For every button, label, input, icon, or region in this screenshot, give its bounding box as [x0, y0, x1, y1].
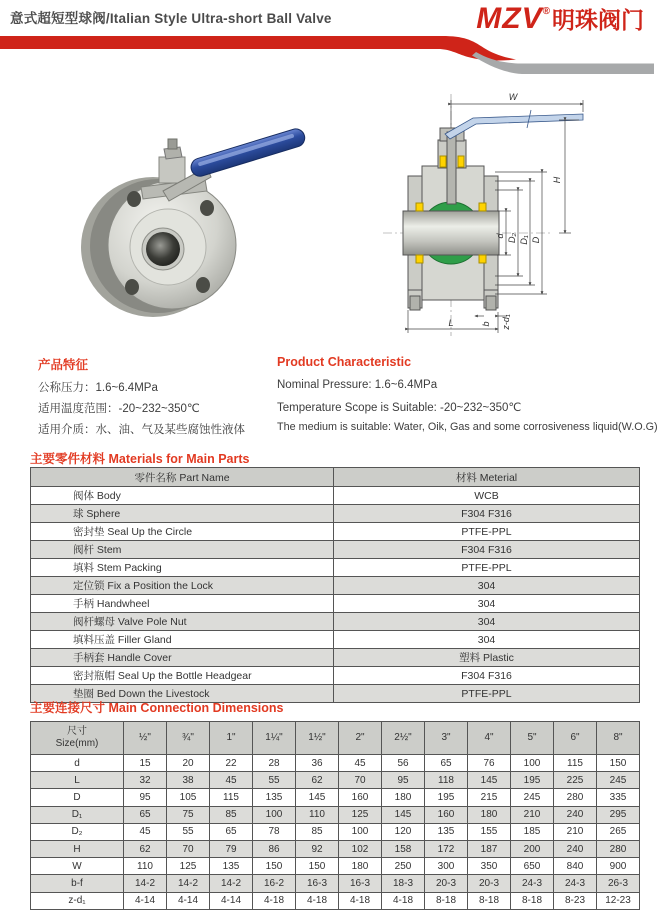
dimension-value-cell: 240 [554, 806, 597, 823]
dimension-value-cell: 300 [425, 858, 468, 875]
features-heading-en: Product Characteristic [277, 355, 412, 369]
dimension-value-cell: 85 [210, 806, 253, 823]
dimension-value-cell: 4-18 [253, 892, 296, 909]
label-H: H [552, 176, 562, 184]
dimension-value-cell: 14-2 [210, 875, 253, 892]
materials-heading: 主要零件材料 Materials for Main Parts [30, 452, 250, 466]
dimension-value-cell: 125 [167, 858, 210, 875]
dimension-value-cell: 92 [296, 840, 339, 857]
packing-left [440, 156, 446, 167]
dimension-value-cell: 158 [382, 840, 425, 857]
part-name-header: 零件名称 Part Name [31, 468, 334, 487]
materials-row [31, 667, 640, 685]
dimension-row-label: L [31, 772, 124, 789]
dimension-value-cell: 32 [124, 772, 167, 789]
valve-stem [447, 132, 456, 204]
dimension-value-cell: 14-2 [167, 875, 210, 892]
dimension-value-cell: 14-2 [124, 875, 167, 892]
dimensions-heading: 主要连接尺寸 Main Connection Dimensions [30, 701, 284, 715]
dimension-value-cell: 26-3 [597, 875, 640, 892]
materials-row [31, 523, 640, 541]
dimension-value-cell: 4-14 [167, 892, 210, 909]
dimension-value-cell: 160 [339, 789, 382, 806]
seat-top-right [479, 203, 486, 211]
dimension-value-cell: 36 [296, 755, 339, 772]
dimension-value-cell: 65 [425, 755, 468, 772]
seat-bottom-right [479, 255, 486, 263]
dimension-value-cell: 118 [425, 772, 468, 789]
dimension-value-cell: 45 [124, 823, 167, 840]
dimension-row-label: H [31, 840, 124, 857]
dimension-row [31, 806, 640, 823]
dimension-row-label: d [31, 755, 124, 772]
size-column-header: 4" [468, 722, 511, 755]
dimension-row-label: b-f [31, 875, 124, 892]
dimension-row [31, 789, 640, 806]
dimension-value-cell: 62 [296, 772, 339, 789]
size-column-header: 1" [210, 722, 253, 755]
dimension-value-cell: 76 [468, 755, 511, 772]
material-cell: PTFE-PPL [334, 523, 640, 541]
dimension-value-cell: 75 [167, 806, 210, 823]
handle-grip [189, 127, 307, 179]
dimension-value-cell: 105 [167, 789, 210, 806]
dimension-value-cell: 4-14 [210, 892, 253, 909]
dimension-row [31, 823, 640, 840]
page-title: 意式超短型球阀/Italian Style Ultra-short Ball Valve [10, 11, 332, 26]
dimension-value-cell: 210 [511, 806, 554, 823]
dimension-value-cell: 16-3 [339, 875, 382, 892]
dimension-row [31, 772, 640, 789]
dimension-value-cell: 85 [296, 823, 339, 840]
feature-cn-medium: 适用介质：水、油、气及某些腐蚀性液体 [38, 424, 245, 436]
dimension-value-cell: 120 [382, 823, 425, 840]
dimension-row-label: W [31, 858, 124, 875]
dimension-value-cell: 210 [554, 823, 597, 840]
size-column-header: 3" [425, 722, 468, 755]
dimension-value-cell: 45 [339, 755, 382, 772]
bottom-bolt-left [410, 296, 420, 310]
part-name-cell: 填料压盖 Filler Gland [31, 631, 334, 649]
dimension-value-cell: 135 [425, 823, 468, 840]
dimension-value-cell: 55 [253, 772, 296, 789]
dimension-value-cell: 900 [597, 858, 640, 875]
dimension-row [31, 858, 640, 875]
dimension-value-cell: 4-18 [296, 892, 339, 909]
dimension-value-cell: 100 [511, 755, 554, 772]
size-column-header: 5" [511, 722, 554, 755]
dimension-value-cell: 650 [511, 858, 554, 875]
dimension-value-cell: 110 [296, 806, 339, 823]
size-column-header: ½" [124, 722, 167, 755]
dimension-value-cell: 215 [468, 789, 511, 806]
feature-en-temperature: Temperature Scope is Suitable: -20~232~350℃ [277, 402, 522, 414]
dimension-value-cell: 62 [124, 840, 167, 857]
part-name-cell: 密封瓶帽 Seal Up the Bottle Headgear [31, 667, 334, 685]
label-d: d [495, 233, 505, 239]
material-cell: 304 [334, 595, 640, 613]
dimension-row [31, 892, 640, 909]
dimension-row-label: D₂ [31, 823, 124, 840]
dimension-value-cell: 79 [210, 840, 253, 857]
feature-cn-pressure: 公称压力：1.6~6.4MPa [38, 382, 158, 394]
size-column-header: 2" [339, 722, 382, 755]
part-name-cell: 手柄套 Handle Cover [31, 649, 334, 667]
dimension-value-cell: 135 [253, 789, 296, 806]
dimension-value-cell: 180 [382, 789, 425, 806]
materials-row [31, 631, 640, 649]
dimension-value-cell: 16-2 [253, 875, 296, 892]
stem-housing [159, 157, 185, 183]
label-D2: D₂ [507, 233, 517, 243]
dimension-value-cell: 155 [468, 823, 511, 840]
feature-en-medium: The medium is suitable: Water, Oik, Gas and some corrosiveness liquid(W.O.G) [277, 421, 658, 433]
dimension-value-cell: 56 [382, 755, 425, 772]
part-name-cell: 手柄 Handwheel [31, 595, 334, 613]
dimension-value-cell: 110 [124, 858, 167, 875]
dimension-value-cell: 265 [597, 823, 640, 840]
dimension-value-cell: 145 [382, 806, 425, 823]
materials-row [31, 505, 640, 523]
bolt-hole-bottom-right [196, 277, 210, 293]
dimension-value-cell: 150 [597, 755, 640, 772]
part-name-cell: 阀杆螺母 Valve Pole Nut [31, 613, 334, 631]
material-cell: F304 F316 [334, 541, 640, 559]
registered-mark: ® [542, 6, 550, 17]
dimension-value-cell: 8-18 [468, 892, 511, 909]
dimension-value-cell: 100 [253, 806, 296, 823]
dimension-row [31, 755, 640, 772]
dimension-value-cell: 4-18 [382, 892, 425, 909]
dimension-value-cell: 125 [339, 806, 382, 823]
dimension-value-cell: 335 [597, 789, 640, 806]
brand-mzv-text: MZV [476, 2, 543, 35]
material-cell: 塑料 Plastic [334, 649, 640, 667]
dimension-value-cell: 150 [296, 858, 339, 875]
dimension-value-cell: 250 [382, 858, 425, 875]
dimension-row-label: D [31, 789, 124, 806]
materials-header-row [31, 468, 640, 487]
product-photo [55, 95, 345, 330]
dimension-value-cell: 22 [210, 755, 253, 772]
dimension-value-cell: 8-23 [554, 892, 597, 909]
stem-bolt [168, 139, 177, 149]
dimension-value-cell: 172 [425, 840, 468, 857]
material-cell: PTFE-PPL [334, 685, 640, 703]
dimension-value-cell: 38 [167, 772, 210, 789]
part-name-cell: 球 Sphere [31, 505, 334, 523]
dimension-value-cell: 45 [210, 772, 253, 789]
part-name-cell: 阀杆 Stem [31, 541, 334, 559]
dimension-value-cell: 95 [382, 772, 425, 789]
label-L: L [448, 318, 454, 328]
dimension-value-cell: 16-3 [296, 875, 339, 892]
dimension-value-cell: 86 [253, 840, 296, 857]
part-name-cell: 阀体 Body [31, 487, 334, 505]
part-name-cell: 密封垫 Seal Up the Circle [31, 523, 334, 541]
size-column-header: 1½" [296, 722, 339, 755]
dimension-value-cell: 24-3 [511, 875, 554, 892]
dimension-value-cell: 225 [554, 772, 597, 789]
dimension-value-cell: 295 [597, 806, 640, 823]
dimension-value-cell: 150 [253, 858, 296, 875]
material-cell: WCB [334, 487, 640, 505]
dimension-row [31, 875, 640, 892]
dimension-value-cell: 180 [468, 806, 511, 823]
packing-right [458, 156, 464, 167]
feature-cn-temperature: 适用温度范围：-20~232~350℃ [38, 403, 200, 415]
dimension-value-cell: 95 [124, 789, 167, 806]
dimension-value-cell: 65 [210, 823, 253, 840]
label-D1: D₁ [519, 235, 529, 245]
dimension-value-cell: 185 [511, 823, 554, 840]
dimension-value-cell: 18-3 [382, 875, 425, 892]
dimension-value-cell: 4-18 [339, 892, 382, 909]
header-ribbon [0, 30, 654, 76]
materials-table [30, 467, 640, 703]
materials-row [31, 577, 640, 595]
dimension-value-cell: 840 [554, 858, 597, 875]
seat-top-left [416, 203, 423, 211]
dimension-value-cell: 55 [167, 823, 210, 840]
dimensions-table [30, 721, 640, 910]
seat-bottom-left [416, 255, 423, 263]
dimension-value-cell: 65 [124, 806, 167, 823]
dimension-value-cell: 20-3 [468, 875, 511, 892]
materials-row [31, 595, 640, 613]
dimension-value-cell: 180 [339, 858, 382, 875]
dimension-value-cell: 240 [554, 840, 597, 857]
label-W: W [508, 92, 518, 102]
dimension-value-cell: 4-14 [124, 892, 167, 909]
materials-row [31, 487, 640, 505]
brand-chinese-text: 明珠阀门 [552, 7, 644, 33]
handle-lever [445, 114, 583, 139]
size-column-header: ¾" [167, 722, 210, 755]
dimensions-header-row [31, 722, 640, 755]
dimension-value-cell: 145 [296, 789, 339, 806]
materials-row [31, 559, 640, 577]
bolt-hole-top-right [200, 200, 214, 216]
label-z-d1: z-d₁ [501, 314, 511, 330]
dimension-value-cell: 78 [253, 823, 296, 840]
dimension-value-cell: 280 [597, 840, 640, 857]
dimension-value-cell: 8-18 [425, 892, 468, 909]
dimension-value-cell: 15 [124, 755, 167, 772]
dimension-value-cell: 245 [597, 772, 640, 789]
bottom-bolt-right [486, 296, 496, 310]
ribbon-red-band [0, 36, 516, 61]
material-cell: 304 [334, 577, 640, 595]
dimension-value-cell: 70 [167, 840, 210, 857]
size-column-header: 8" [597, 722, 640, 755]
part-name-cell: 填料 Stem Packing [31, 559, 334, 577]
dimension-value-cell: 135 [210, 858, 253, 875]
size-column-header: 1¼" [253, 722, 296, 755]
size-column-header: 6" [554, 722, 597, 755]
dimension-value-cell: 160 [425, 806, 468, 823]
size-header-cell: 尺寸 Size(mm) [31, 722, 124, 755]
features-heading-cn: 产品特征 [38, 358, 89, 372]
dimension-value-cell: 280 [554, 789, 597, 806]
material-cell: 304 [334, 631, 640, 649]
bolt-hole-top-left [127, 191, 141, 207]
dimension-value-cell: 100 [339, 823, 382, 840]
part-name-cell: 垫圈 Bed Down the Livestock [31, 685, 334, 703]
dimension-value-cell: 245 [511, 789, 554, 806]
material-cell: 304 [334, 613, 640, 631]
bore-channel [403, 211, 499, 255]
material-cell: F304 F316 [334, 667, 640, 685]
label-D: D [531, 236, 541, 244]
dimension-row-label: D₁ [31, 806, 124, 823]
dimension-drawing [383, 80, 654, 342]
dimension-value-cell: 187 [468, 840, 511, 857]
size-column-header: 2½" [382, 722, 425, 755]
dimension-value-cell: 115 [210, 789, 253, 806]
dimension-value-cell: 20-3 [425, 875, 468, 892]
valve-bore-hole [146, 232, 180, 266]
materials-row [31, 649, 640, 667]
materials-row [31, 613, 640, 631]
dimension-value-cell: 12-23 [597, 892, 640, 909]
dimension-value-cell: 145 [468, 772, 511, 789]
material-header: 材料 Meterial [334, 468, 640, 487]
feature-en-pressure: Nominal Pressure: 1.6~6.4MPa [277, 379, 438, 391]
dimension-value-cell: 115 [554, 755, 597, 772]
material-cell: F304 F316 [334, 505, 640, 523]
dimension-value-cell: 20 [167, 755, 210, 772]
materials-row [31, 541, 640, 559]
dimension-value-cell: 8-18 [511, 892, 554, 909]
dimension-value-cell: 195 [425, 789, 468, 806]
part-name-cell: 定位锁 Fix a Position the Lock [31, 577, 334, 595]
dimension-value-cell: 350 [468, 858, 511, 875]
dimension-value-cell: 200 [511, 840, 554, 857]
dimension-value-cell: 102 [339, 840, 382, 857]
dimension-value-cell: 70 [339, 772, 382, 789]
dimension-value-cell: 28 [253, 755, 296, 772]
dimension-value-cell: 24-3 [554, 875, 597, 892]
dimension-row [31, 840, 640, 857]
material-cell: PTFE-PPL [334, 559, 640, 577]
bolt-hole-bottom-left [125, 279, 139, 295]
dimension-row-label: z-d₁ [31, 892, 124, 909]
dimension-value-cell: 195 [511, 772, 554, 789]
label-b: b [481, 321, 491, 327]
